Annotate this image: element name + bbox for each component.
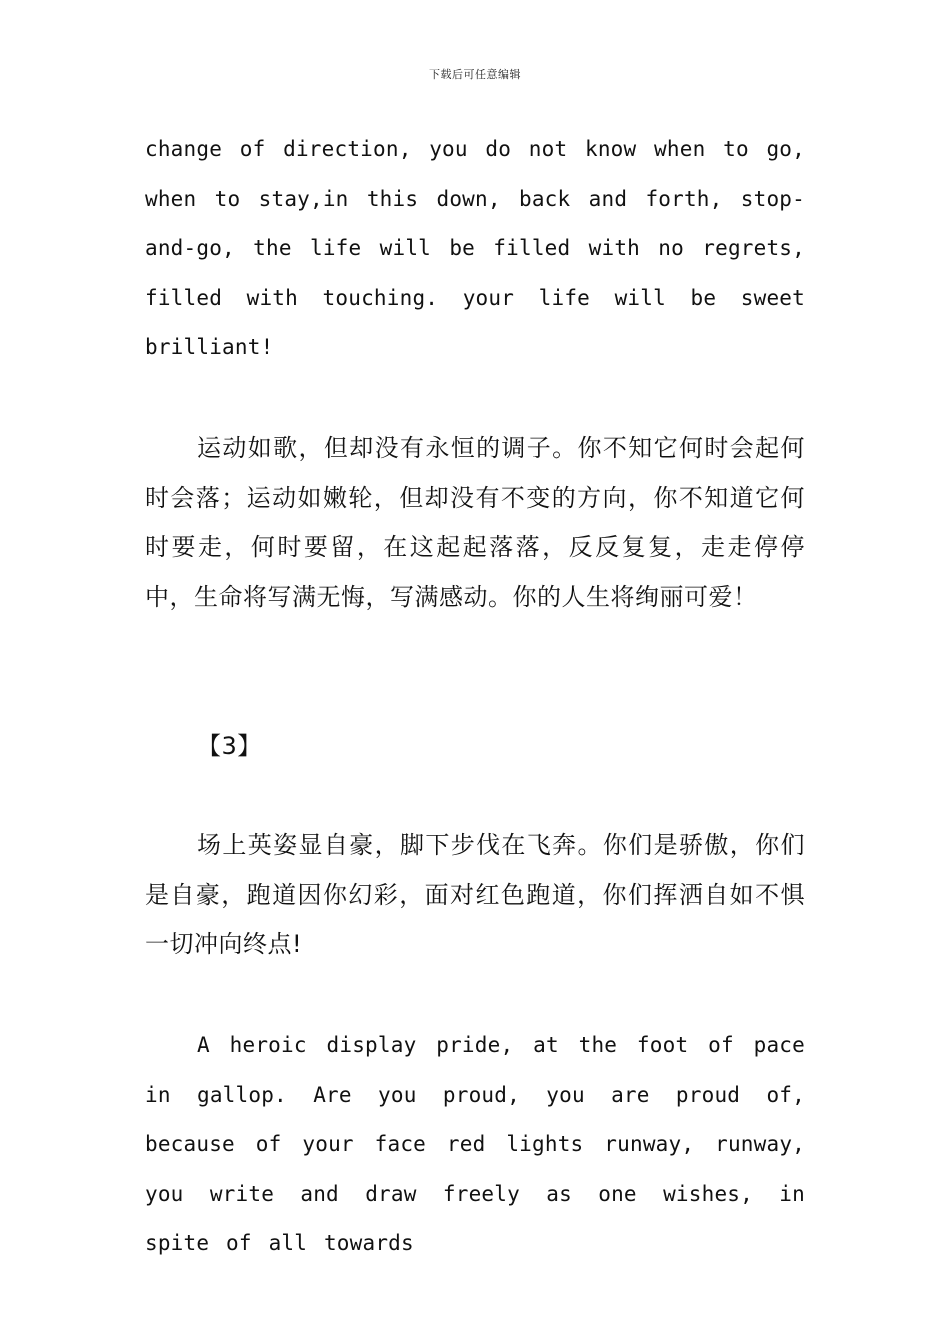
chinese-paragraph-runway: 场上英姿显自豪，脚下步伐在飞奔。你们是骄傲，你们是自豪，跑道因你幻彩，面对红色跑道，你们挥洒自如不惧一切冲向终点! [145, 831, 805, 958]
section-number-label: 【3】 [197, 732, 262, 760]
english-paragraph-continued: change of direction, you do not know when to go, when to stay,in this down, back and forth, stop-and-go, the life will be filled with no regrets, filled with touching. your life will be sweet brilliant! [145, 137, 805, 359]
chinese-paragraph-sports-song: 运动如歌，但却没有永恒的调子。你不知它何时会起何时会落；运动如嫩轮，但却没有不变的方向，你不知道它何时要走，何时要留，在这起起落落，反反复复，走走停停中，生命将写满无悔，写满感动。你的人生将绚丽可爱！ [145, 434, 805, 611]
english-paragraph-heroic-display: A heroic display pride, at the foot of pace in gallop. Are you proud, you are proud of, because of your face red lights runway, runway, you write and draw freely as one wishes, in spite of all towards [145, 1033, 805, 1255]
page-header: 下载后可任意编辑 [429, 68, 521, 81]
